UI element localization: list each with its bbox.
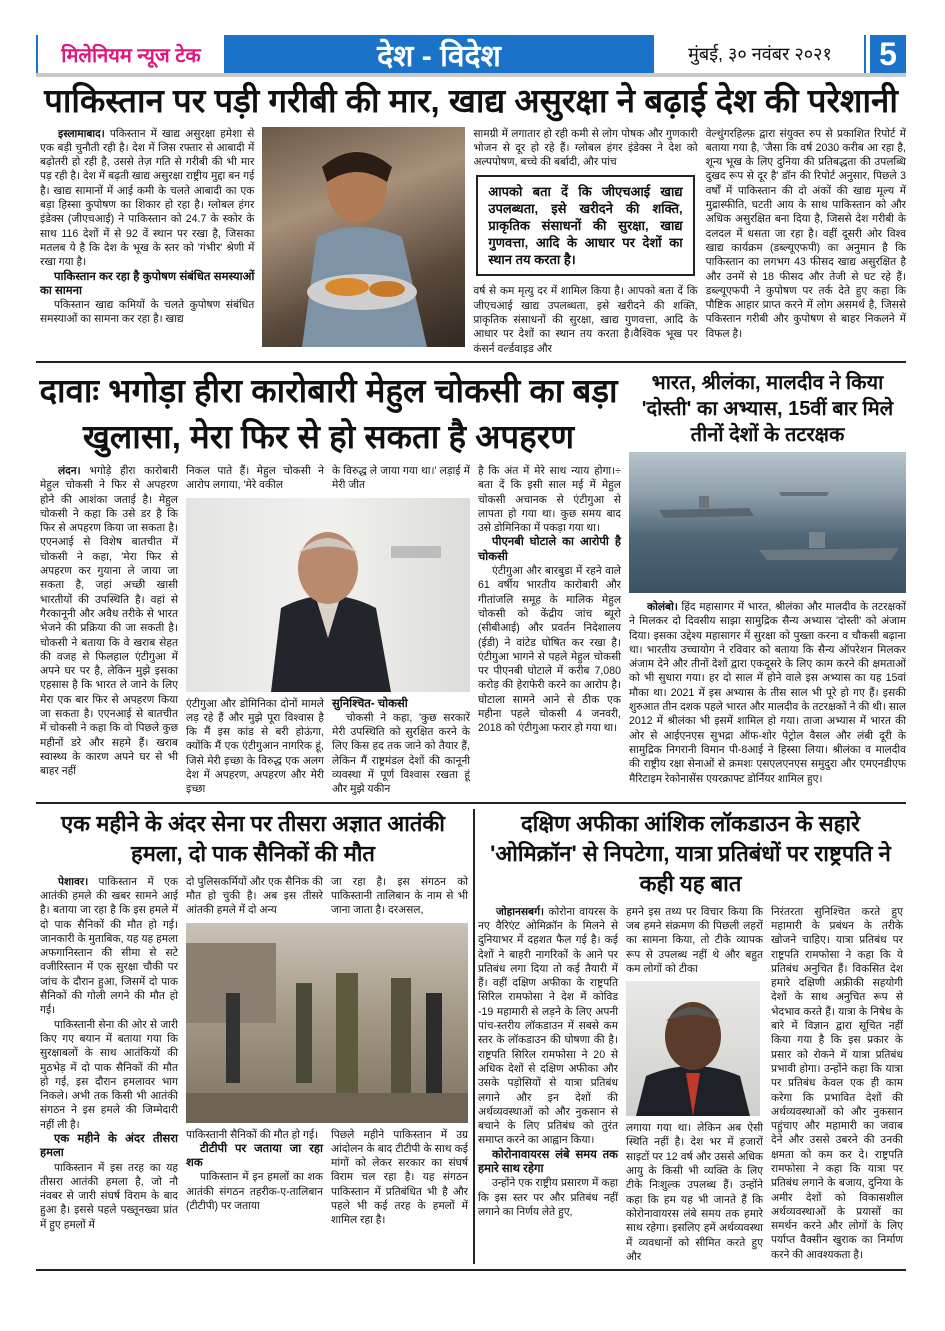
paragraph: पाकिस्तानी सेना की ओर से जारी किए गए बयान में बताया गया कि सुरक्षाबलों के साथ आतंकियों की मुठभेड़ में दो पाक सैनिकों की मौत हो गई, इस दौरान हमलावर भाग निकले। अभी तक किसी भी आतंकी संगठन ने इस हमले की जिम्मेदारी नहीं ली है। [40,1018,178,1131]
paragraph: हमने इस तथ्य पर विचार किया कि जब हमने संक्रमण की पिछली लहरों का सामना किया, तो टीके व्यापक रूप से उपलब्ध नहीं थे और बहुत कम लोगों को टीका [626,905,763,975]
photo-mehul-choksi [186,498,470,692]
paragraph: पाकिस्तान में इस तरह का यह तीसरा आतंकी हमला है, जो नौ नंवबर से जारी संघर्ष विराम के बाद हुआ है। इससे पहले पख्तूनख्वा प्रांत में हुए हमलों में [40,1161,178,1231]
dateline: इस्लामाबाद। [58,127,105,140]
dateline: पेशावर। [58,875,89,888]
headline-pakistan-poverty: पाकिस्तान पर पड़ी गरीबी की मार, खाद्य असुरक्षा ने बढ़ाई देश की परेशानी [44,82,898,119]
bottom-divider [36,1269,906,1271]
headline-pakistan-attack: एक महीने के अंदर सेना पर तीसरा अज्ञात आतंकी हमला, दो पाक सैनिकों की मौत [61,810,445,866]
poverty-column-3 [473,127,697,356]
poverty-column-1 [40,127,254,327]
attack-middle [186,875,468,1228]
paragraph: के विरुद्ध ले जाया गया था।' लड़ाई में मेरी जीत [332,464,470,492]
paragraph: वर्ष से कम मृत्यु दर में शामिल किया है। आपको बता दें कि जीएचआई खाद्य उपलब्धता, इसे खरीदने की शक्ति, प्राकृतिक संसाधनों की सुरक्षा, खाद्य गुणवत्ता, आदि के आधार पर देशों का स्थान तय करता है।वैश्विक भूख पर कंसर्न वर्ल्डवाइड और [473,285,698,355]
section-divider [36,802,906,804]
paragraph: पिछले महीने पाकिस्तान में उग्र आंदोलन के बाद टीटीपी के साथ कई मांगों को लेकर सरकार का संघर्ष विराम चल रहा है। यह संगठन पाकिस्तान में प्रतिबंधित भी है और पहले भी कई तरह के हमलों में शामिल रहा है। [331,1128,468,1227]
attack-article-body [36,875,470,1232]
omicron-column-2 [626,905,763,1264]
paragraph: चोकसी ने कहा, 'कुछ सरकारें मेरी उपस्थिति को सुरक्षित करने के लिए किस हद तक जाने को तैयार हैं, लेकिन मैं राष्ट्रमंडल देशों की कानूनी व्यवस्था में पूर्ण विश्वास रखता हूं और मुझे यकीन [332,711,470,796]
paragraph: सामग्री में लगातार हो रही कमी से लोग पोषक और गुणकारी भोजन से दूर हो रहे हैं। ग्लोबल हंगर इंडेक्स ने देश को अल्पपोषण, बच्चे की बर्बादी, और पांच [473,127,698,169]
callout-box: आपको बता दें कि जीएचआई खाद्य उपलब्धता, इसे खरीदने की शक्ति, प्राकृतिक संसाधनों की सुरक्षा, खाद्य गुणवत्ता, आदि के आधार पर देशों का स्थान तय करता है। [476,175,694,276]
subheading: एक महीने के अंदर तीसरा हमला [40,1132,178,1160]
photo-attack-site [186,923,468,1123]
paragraph: एंटीगुआ और बारबुडा में रहने वाले 61 वर्षीय भारतीय कारोबारी और गीतांजलि समूह के मालिक मेहुल चोकसी को केंद्रीय जांच ब्यूरो (सीबीआई) और प्रवर्तन निदेशालय (ईडी) ने वांटेड घोषित कर रखा है। एंटीगुआ भागने से पहले मेहुल चोकसी पर पीएनबी घोटाले में करीब 7,080 करोड़ की हेराफेरी करने का आरोप है। घोटाला सामने आने से ठीक एक महीना पहले चोकसी 4 जनवरी, 2018 को एंटीगुआ फरार हो गया था। [478,565,621,735]
paragraph-text: कोरोना वायरस के नए वैरिएंट ओमिक्रॉन के मिलने से दुनियाभर में दहशत फैल गई है। कई देशों ने बाहरी नागरिकों के आने पर प्रतिबंध लगा दिया तो कई तैयारी में हैं। वहीं दक्षिण अफीका के राष्ट्रपति सिरिल रामफोसा ने देश में कोविड -19 महामारी से लड़ने के लिए अपनी पांच-स्तरीय लॉकडाउन में सबसे कम स्तर के लॉकडाउन की घोषणा की है। राष्ट्रपति सिरिल रामफोसा ने 20 से अधिक देशों से दक्षिण अफीका और उसके पड़ोसियों से यात्रा प्रतिबंध लगाने और इन देशों की अर्थव्यवस्थाओं को और नुकसान से बचाने के लिए प्रतिबंध को तुरंत समाप्त करने का आह्वान किया। [478,905,618,1147]
poverty-article-body [36,127,906,356]
paragraph [40,464,178,779]
choksi-column-3-bottom [332,697,470,797]
photo-ramaphosa [626,981,760,1116]
bottom-section [36,809,906,1264]
dosti-article [629,368,906,786]
ships-illustration [629,452,906,593]
subheading: सुनिश्चित- चोकसी [332,697,408,710]
attack-article [36,809,470,1232]
paragraph: वेल्थुंगरहिल्फ़ द्वारा संयुक्त रुप से प्रकाशित रिपोर्ट में बताया गया है, 'जैसा कि वर्ष 2030 करीब आ रहा है, शून्य भूख के लिए दुनिया की प्रतिबद्धता की उपलब्धि दुखद रूप से दूर है' डॉन की रिपोर्ट अनुसार, पिछले 3 वर्षों में पाकिस्तान की दो अंकों की खाद्य मूल्य में मुद्रास्फीति, घटती आय के साथ पाकिस्तान को और अधिक असुरक्षित बना दिया है, जिससे देश गरीबी के दलदल में धसता जा रहा है। वहीं दूसरी ओर विश्व खाद्य कार्यक्रम (डब्ल्यूएफपी) का अनुमान है कि पाकिस्तान का लगभग 43 फीसद खाद्य असुरक्षित है और उनमें से 18 फीसद और तेजी से घट रहे हैं। डब्ल्यूएफपी ने कुपोषण पर तर्क देते हुए कहा कि पौष्टिक आहार प्राप्त करने में लोग असमर्थ है, जिससे पकिस्तान गरीबी और कुपोषण से बाहर निकलने में विफल है। [705,127,906,340]
paragraph [478,905,618,1148]
subheading: टीटीपी पर जताया जा रहा शक [186,1142,323,1170]
choksi-top-row [186,464,470,493]
omicron-article [478,809,903,1264]
headline-dosti-exercise: भारत, श्रीलंका, मालदीव ने किया 'दोस्ती' का अभ्यास, 15वीं बार मिले तीनों देशों के तटरक्षक [641,371,894,446]
paragraph: पकिस्तान खाद्य कमियों के चलते कुपोषण संबंधित समस्याओं का सामना कर रहा है। खाद्य [40,299,255,326]
logo-text: मिलेनियम न्यूज टेक [61,44,201,67]
dateline: कोलंबो। [647,600,678,613]
child-photo-illustration [262,127,465,347]
paragraph: निरंतरता सुनिश्चित करते हुए महामारी के प्रबंधन के तरीके खोजने चाहिए। यात्रा प्रतिबंध पर राष्ट्रपति रामफोसा ने कहा कि ये प्रतिबंध अनुचित हैं। विकसित देश हमारे दक्षिणी अफ्रीकी सहयोगी देशों के साथ अनुचित रूप से भेदभाव करते हैं। यात्रा के निषेध के बारे में विज्ञान द्वारा सूचित नहीं किया गया है कि इस प्रकार के प्रसार को रोकने में यात्रा प्रतिबंध प्रभावी होगा। उन्होंने कहा कि यात्रा पर प्रतिबंध केवल एक ही काम करेगा कि प्रभावित देशों की अर्थव्यवस्थाओं को और नुकसान पहुंचाए और महामारी का जवाब देने और उससे उबरने की उनकी क्षमता को कम कर दे। राष्ट्रपति रामफोसा ने कहा कि यात्रा पर प्रतिबंध लगाने के बजाय, दुनिया के अमीर देशों को विकासशील अर्थव्यवस्थाओं के प्रयासों का समर्थन करने और लोगों के लिए पर्याप्त वैक्सीन खुराक का निर्माण करने की आवश्यकता है। [771,905,903,1261]
choksi-middle [186,464,470,797]
omicron-column-1 [478,905,618,1220]
choksi-column-2-top [186,464,324,493]
newspaper-logo [36,35,224,73]
paragraph: लगाया गया था। लेकिन अब ऐसी स्थिति नहीं है। देश भर में हजारों साइटों पर 12 वर्ष और उससे अधिक आयु के किसी भी व्यक्ति के लिए टीके निःशुल्क उपलब्ध हैं। उन्होंने कहा कि हम यह भी जानते हैं कि कोरोनावायरस लंबे समय तक हमारे साथ रहेगा। इसलिए हमें अर्थव्यवस्था में व्यवधानों को सीमित करते हुए और [626,1122,763,1263]
attack-column-2-top [186,875,323,918]
subheading: पीएनबी घोटाले का आरोपी है चोकसी [478,536,621,563]
choksi-column-4 [478,464,621,736]
subheading: कोरोनावायरस लंबे समय तक हमारे साथ रहेगा [478,1148,618,1175]
paragraph: जा रहा है। इस संगठन को पाकिस्तानी तालिबान के नाम से भी जाना जाता है। दरअसल, [331,875,468,917]
choksi-column-2-bottom [186,697,324,797]
omicron-column-3 [771,905,903,1262]
attack-bottom-row [186,1128,468,1228]
page-body [36,81,906,1271]
paragraph [40,875,178,1018]
dosti-body [629,600,906,786]
page-number: 5 [866,35,906,73]
section-title: देश - विदेश [224,35,654,73]
choksi-article-body [36,464,621,797]
paragraph: पाकिस्तान में इन हमलों का शक आतंकी संगठन तहरीक-ए-तालिबान (टीटीपी) पर जताया [186,1171,323,1213]
section-divider [36,361,906,363]
attack-column-3-top [331,875,468,918]
choksi-photo-illustration [186,498,470,692]
choksi-column-1 [40,464,178,779]
choksi-bottom-row [186,697,470,797]
paragraph: एंटीगुआ और डोमिनिका दोनों मामले लड़ रहे हैं और मुझे पूरा विश्वास है कि मैं इस कांड से बरी होऊंगा, क्योंकि मैं एक एंटीगुआन नागरिक हूं, जिसे मेरी इच्छा के विरुद्ध एक अलग देश में अपहरण, अपहरण और मेरी इच्छा [186,697,324,796]
subheading: पाकिस्तान कर रहा है कुपोषण संबंधित समस्याओं का सामना [40,270,255,297]
headline-omicron: दक्षिण अफीका आंशिक लॉकडाउन के सहारे 'ओमिक्रॉन' से निपटेगा, यात्रा प्रतिबंधों पर राष्ट्रपति ने कही यह बात [490,810,891,896]
masthead [36,35,906,73]
issue-date: मुंबई, ३० नवंबर २०२१ [688,44,832,64]
omicron-article-body [478,905,903,1264]
photo-coast-guard-ships [629,452,906,593]
poverty-column-4 [706,127,906,341]
paragraph: दो पुलिसकर्मियों और एक सैनिक की मौत हो चुकी है। अब इस तीसरे आंतकी हमले में दो अन्य [186,875,323,917]
column-divider [473,809,475,1264]
choksi-column-3-top [332,464,470,493]
choksi-article [36,368,621,797]
paragraph: पाकिस्तानी सैनिकों की मौत हो गई। [186,1128,319,1141]
paragraph: है कि अंत में मेरे साथ न्याय होगा।÷ बता दें कि इसी साल मई में मेहुल चोकसी अचानक से एंटीगुआ से लापता हो गया था। कुछ समय बाद उसे डोमिनिका में पकड़ा गया था। [478,464,621,535]
paragraph [40,127,254,270]
dateline: जोहानसबर्ग। [496,905,545,918]
headline-choksi: दावाः भगोड़ा हीरा कारोबारी मेहुल चोकसी का बड़ा खुलासा, मेरा फिर से हो सकता है अपहरण [39,371,618,455]
attack-column-1 [40,875,178,1232]
middle-section [36,368,906,797]
dateline: लंदन। [58,464,81,477]
soldiers-illustration [186,923,468,1123]
attack-column-2-bottom [186,1128,323,1214]
paragraph-text: पकिस्तान में खाद्य असुरक्षा हमेशा से एक बड़ी चुनौती रही है। देश में जिस रफ्तार से आबादी में बढ़ोतरी हो रही है, उससे तेज़ गति से गरीबी की भी मार पड़ रही है। देश में बढ़ती खाद्य असुरक्षा राष्ट्रीय मुद्दा बन गई है। खाद्य सामानों में आई कमी के चलते आबादी का एक बड़ा हिस्सा कुपोषण का शिकार हो रहा है। ग्लोबल हंगर इंडेक्स (जीएचआई) ने पाकिस्तान को 24.7 के स्कोर के साथ 116 देशों में से 92 वें स्थान पर रखा है, जिसका मतलब ये है कि देश के भूख के स्तर को 'गंभीर' श्रेणी में रखा गया है। [40,127,255,269]
paragraph: उन्होंने एक राष्ट्रीय प्रसारण में कहा कि इस स्तर पर और प्रतिबंध नहीं लगाने का निर्णय लेते हुए, [478,1177,618,1218]
paragraph [629,600,906,786]
paragraph-text: भगोड़े हीरा कारोबारी मेहुल चोकसी ने फिर से अपहरण होने की आशंका जताई है। मेहुल चोकसी ने कहा कि उसे डर है कि फिर से अपहरण किया जा सकता है। एएनआई से विशेष बातचीत में चोकसी ने कहा, 'मेरा फिर से अपहरण कर गुयाना ले जाया जा सकता है, जहां अच्छी खासी भारतीयों की उपस्थिति है। वहां से गैरकानूनी और अवैध तरीके से भारत भेजने की प्रक्रिया की जा सकती है। चोकसी ने बताया कि वे खराब सेहत की वजह से फिलहाल एंटीगुआ में अपने घर पर है, लेकिन मुझे इसका एहसास है कि भारत ले जाने के लिए मेरा एक बार फिर से अपहरण किया जा सकता है। एएनआई से बातचीत में चोकसी ने कहा कि वो पिछले कुछ महीनों डरे और सहमे हैं। खराब स्वास्थ्य के कारण अपने घर से भी बाहर नहीं [40,464,178,778]
paragraph: निकल पाते हैं। मेहुल चोकसी ने आरोप लगाया, 'मेरे वकील [186,464,324,492]
photo-hungry-child [262,127,465,347]
ramaphosa-portrait-illustration [626,981,760,1116]
paragraph-text: पाकिस्तान में एक आतंकी हमले की खबर सामने आई है। बताया जा रहा है कि इस हमले में दो पाक सैनिकों की मौत हो गई। जानकारी के मुताबिक, यह यह हमला अफगानिस्तान की सीमा से सटे वजीरिस्तान में एक सुरक्षा चौकी पर जांच के दौरान हुआ, जिसमें दो पाक सैनिकों की गोली लगने की मौत हो गई। [40,875,178,1017]
attack-top-row [186,875,468,918]
attack-column-3-bottom [331,1128,468,1228]
paragraph-text: हिंद महासागर में भारत, श्रीलंका और मालदीव के तटरक्षकों ने मिलकर दो दिवसीय साझा सामुद्रिक सैन्य अभ्यास 'दोस्ती' को अंजाम दिया। इसका उद्देश्य महासागर में सुरक्षा को पुख्ता करना व चौकसी बढ़ाना था। भारतीय उच्चायोग ने रविवार को बताया कि सैन्य ऑपरेशन मिलकर अंजाम देने और तीनों देशों द्वारा एकदूसरे के लिए काम करने की क्षमताओं को भी सुधारा गया। हर दो साल में होने वाले इस अभ्यास का यह 15वां मौका था। 2021 में इस अभ्यास के तीस साल भी पूरे हो गए हैं। इसकी शुरुआत तीन दशक पहले भारत और मालदीव के तटरक्षकों ने की थी। साल 2012 में श्रीलंका भी इसमें शामिल हो गया। ताजा अभ्यास में भारत की ओर से आईएनएस सुभद्रा ऑफ-शोर पेट्रोल वैसल और लंबी दूरी के सामुद्रिक निगरानी विमान पी-8आई ने हिस्सा लिया। श्रीलंका व मालदीव की राष्ट्रीय रक्षा सेनाओं से क्रमशः एसएलएनएस समुदुरा और एमएनडीएफ मैरिटाइम रेकोनासेंस एयरक्राफ्ट डोर्नियर शामिल हुए। [629,600,906,785]
